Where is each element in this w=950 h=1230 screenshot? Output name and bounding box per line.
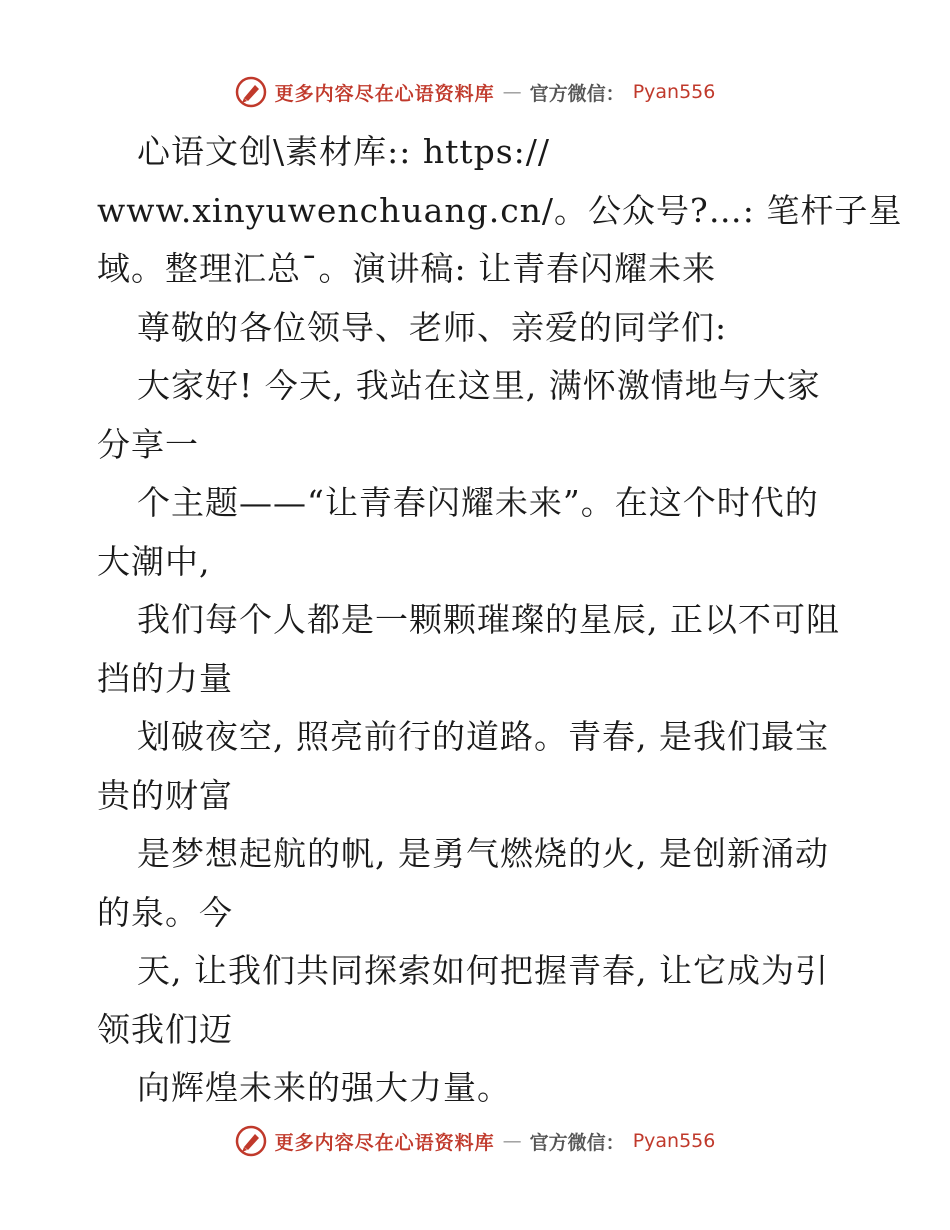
footer-watermark: [0, 1121, 950, 1161]
text-line: 的泉。今: [97, 892, 233, 932]
watermark-main-text: 更多内容尽在心语资料库: [274, 82, 495, 105]
header-watermark: [0, 72, 950, 112]
text-line: 挡的力量: [97, 658, 233, 698]
text-line: 大潮中,: [97, 541, 211, 581]
text-line: 是梦想起航的帆, 是勇气燃烧的火, 是创新涌动: [137, 834, 829, 873]
text-line: 向辉煌未来的强大力量。: [137, 1068, 511, 1107]
text-line: 心语文创\素材库:: https://: [137, 132, 551, 171]
pen-seal-icon: [235, 1125, 267, 1157]
text-line: www.xinyuwenchuang.cn/。公众号?…: 笔杆子星: [97, 190, 903, 230]
watermark-sub-text: 官方微信：: [529, 82, 625, 105]
text-line: 我们每个人都是一颗颗璀璨的星辰, 正以不可阻: [137, 600, 840, 639]
text-line: 划破夜空, 照亮前行的道路。青春, 是我们最宝: [137, 717, 829, 756]
speech-body: [97, 123, 903, 1118]
watermark-dash: —: [502, 1130, 522, 1152]
text-line: 大家好! 今天, 我站在这里, 满怀激情地与大家: [137, 366, 821, 405]
watermark-wechat-id: Pyan556: [632, 1130, 716, 1152]
text-line: 贵的财富: [97, 775, 233, 815]
text-line: 领我们迈: [97, 1009, 233, 1049]
salutation-line: 尊敬的各位领导、老师、亲爱的同学们:: [137, 307, 728, 347]
text-line: 分享一: [97, 424, 199, 464]
watermark-dash: —: [502, 81, 522, 103]
watermark-wechat-id: Pyan556: [632, 81, 716, 103]
text-line: 域。整理汇总¯。演讲稿: 让青春闪耀未来: [97, 249, 717, 288]
text-line: 个主题——“让青春闪耀未来”。在这个时代的: [137, 483, 819, 522]
watermark-main-text: 更多内容尽在心语资料库: [274, 1131, 495, 1154]
text-line: 天, 让我们共同探索如何把握青春, 让它成为引: [137, 951, 829, 990]
pen-seal-icon: [235, 76, 267, 108]
watermark-sub-text: 官方微信：: [529, 1131, 625, 1154]
